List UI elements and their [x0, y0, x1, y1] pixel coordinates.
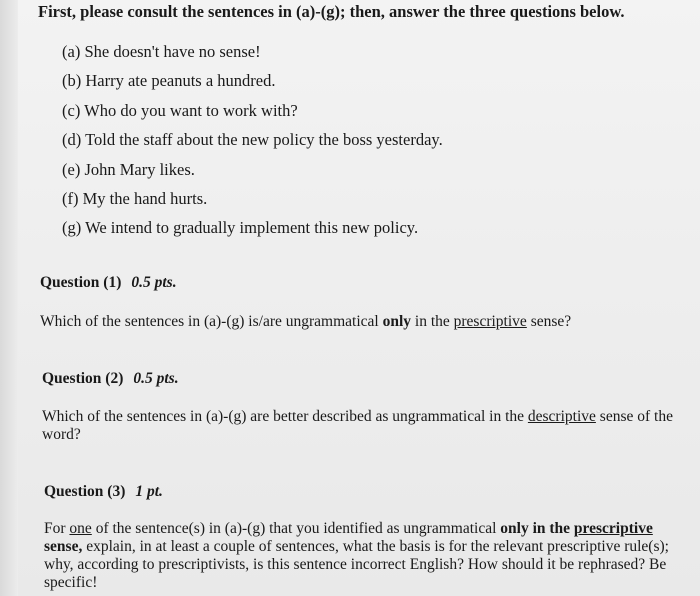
sentence-a: (a) She doesn't have no sense!: [62, 42, 261, 61]
instructions-header: First, please consult the sentences in (a)-(g); then, answer the three questions below.: [38, 2, 625, 21]
sentence-g: (g) We intend to gradually implement this new policy.: [62, 218, 419, 238]
q3-text-part: For: [44, 520, 70, 537]
q1-emphasis-only: only: [382, 313, 412, 330]
q3-underline-prescriptive: prescriptive: [573, 520, 653, 537]
q3-text-part: explain, in at least a couple of sentences, what the basis is for the relevant prescriptive rule(s); why, according to prescriptivists, is this sentence incorrect English? How should it be rephrased? Be specific!: [44, 538, 669, 591]
sentence-b: (b) Harry ate peanuts a hundred.: [62, 71, 276, 91]
question-1-text: [40, 313, 680, 331]
question-2-heading: [42, 370, 179, 388]
question-2-text: [42, 408, 682, 444]
q3-emphasis-only-in-the: only in the: [500, 520, 574, 537]
question-2-title: Question (2): [42, 370, 124, 387]
sentence-list: [62, 42, 443, 248]
q2-text-part: Which of the sentences in (a)-(g) are better described as ungrammatical in the: [42, 408, 528, 425]
q2-underline-descriptive: descriptive: [527, 408, 596, 425]
q3-text-part: of the sentence(s) in (a)-(g) that you identified as ungrammatical: [91, 520, 501, 537]
sentence-e: (e) John Mary likes.: [62, 159, 195, 179]
question-3-text: [44, 520, 684, 592]
sentence-f: (f) My the hand hurts.: [62, 188, 208, 208]
sentence-c: (c) Who do you want to work with?: [62, 100, 298, 120]
q3-underline-one: one: [69, 520, 92, 537]
q1-text-part: sense?: [526, 313, 572, 330]
q2-text-part: sense of the word?: [42, 408, 673, 443]
question-3-heading: [44, 483, 163, 501]
question-2-points: 0.5 pts.: [133, 370, 179, 387]
question-3-points: 1 pt.: [135, 483, 163, 500]
q1-text-part: Which of the sentences in (a)-(g) is/are ungrammatical: [40, 313, 383, 330]
sentence-d: (d) Told the staff about the new policy the boss yesterday.: [62, 130, 443, 150]
question-1-title: Question (1): [40, 274, 122, 291]
question-3-title: Question (3): [44, 483, 126, 500]
q3-emphasis-sense: sense,: [44, 538, 83, 555]
question-1-points: 0.5 pts.: [131, 274, 177, 291]
question-1-heading: [40, 274, 177, 292]
q1-text-part: in the: [411, 313, 454, 330]
q1-underline-prescriptive: prescriptive: [453, 313, 527, 330]
page-shadow-edge: [0, 0, 18, 596]
